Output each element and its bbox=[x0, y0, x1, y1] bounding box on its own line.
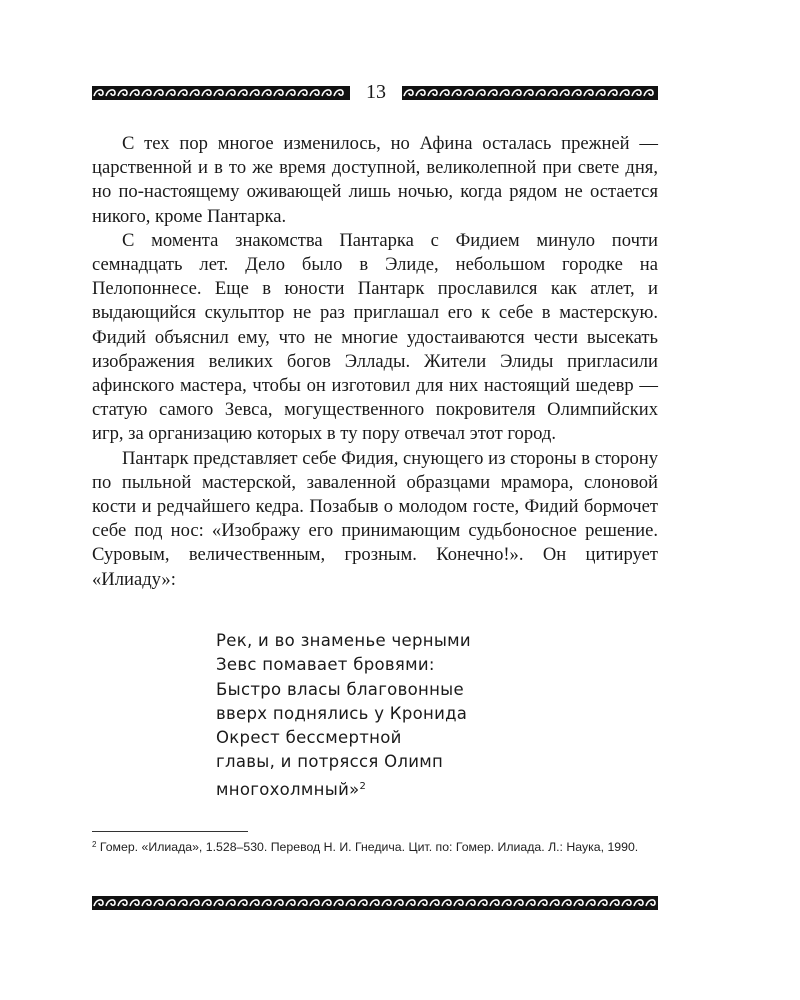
paragraph: Пантарк представляет себе Фидия, снующего из стороны в сторону по пыльной мастерской, заваленной образцами мрамора, слоновой кости и редчайшего кедра. Позабыв о молодом госте, Фидий бормочет себе под нос: «Изображу его принимающим судьбоносное решение. Суровым, величественным, грозным. Конечно!». Он цитирует «Илиаду»: bbox=[92, 447, 658, 590]
verse-line: Рек, и во знаменье черными bbox=[216, 631, 471, 650]
paragraph: С момента знакомства Пантарка с Фидием минуло почти семнадцать лет. Дело было в Элиде, небольшом городке на Пелопоннесе. Еще в юности Пантарк прославился как атлет, и выдающийся скульптор не раз приглашал его к себе в мастерскую. Фидий объяснил ему, что не многие удостаиваются чести высекать изображения великих богов Эллады. Жители Элиды пригласили афинского мастера, чтобы он изготовил для них настоящий шедевр — статую самого Зевса, могущественного покровителя Олимпийских игр, за организацию которых в ту пору отвечал этот город. bbox=[92, 229, 658, 445]
verse-line: вверх поднялись у Кронида bbox=[216, 703, 468, 723]
verse-line: Быстро власы благовонные bbox=[216, 679, 464, 699]
body-text bbox=[92, 132, 658, 592]
verse-line: Окрест бессмертной bbox=[216, 728, 402, 748]
footnote-reference[interactable]: 2 bbox=[359, 780, 367, 792]
ornament-border-top-left bbox=[92, 86, 350, 100]
footnote-divider bbox=[92, 831, 248, 832]
footnote-text: Гомер. «Илиада», 1.528–530. Перевод Н. И. Гнедича. Цит. по: Гомер. Илиада. Л.: Наука, 1990. bbox=[99, 840, 639, 854]
verse-line: Зевс помавает бровями: bbox=[216, 655, 435, 675]
page-number: 13 bbox=[366, 81, 386, 103]
footnote bbox=[92, 836, 662, 856]
ornament-border-top-right bbox=[402, 86, 658, 100]
verse-line: главы, и потрясся Олимп bbox=[216, 752, 444, 772]
ornament-border-bottom bbox=[92, 896, 658, 910]
verse-line: многохолмный» bbox=[216, 779, 360, 799]
verse-line-last bbox=[216, 775, 576, 802]
paragraph: С тех пор многое изменилось, но Афина осталась прежней — царственной и в то же время доступной, великолепной при свете дня, но по-настоящему оживающей лишь ночью, когда рядом не остается никого, кроме Пантарка. bbox=[92, 133, 658, 227]
footnote-marker: 2 bbox=[92, 840, 97, 849]
verse-quote bbox=[216, 629, 576, 802]
